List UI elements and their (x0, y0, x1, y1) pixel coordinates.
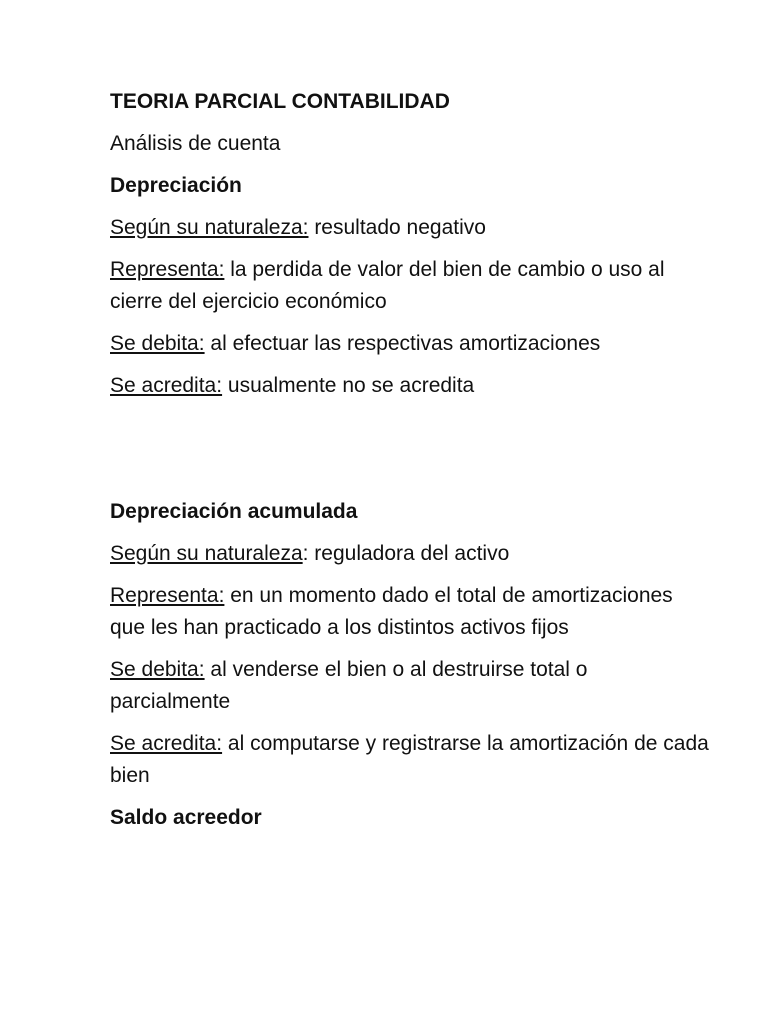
representa-row (110, 580, 710, 644)
representa-value: en un momento dado el total de amortizaciones que les han practicado a los distintos activos fijos (110, 584, 673, 639)
section-heading: Depreciación (110, 174, 242, 197)
saldo-acreedor: Saldo acreedor (110, 806, 262, 829)
representa-value: la perdida de valor del bien de cambio o uso al cierre del ejercicio económico (110, 258, 665, 313)
naturaleza-value: : reguladora del activo (302, 542, 510, 565)
debita-row (110, 654, 710, 718)
section-heading: Depreciación acumulada (110, 500, 358, 523)
naturaleza-row (110, 212, 710, 244)
debita-label: Se debita: (110, 332, 205, 355)
debita-value: al venderse el bien o al destruirse total o parcialmente (110, 658, 588, 713)
section-depreciacion (110, 170, 710, 402)
acredita-row (110, 370, 710, 402)
document-page (110, 86, 710, 834)
naturaleza-row (110, 538, 710, 570)
naturaleza-label: Según su naturaleza: (110, 216, 309, 239)
acredita-row (110, 728, 710, 792)
representa-row (110, 254, 710, 318)
section-depreciacion-acumulada (110, 496, 710, 834)
representa-label: Representa: (110, 258, 225, 281)
debita-value: al efectuar las respectivas amortizaciones (204, 332, 601, 355)
naturaleza-label: Según su naturaleza (110, 542, 303, 565)
acredita-label: Se acredita: (110, 374, 223, 397)
debita-label: Se debita: (110, 658, 205, 681)
acredita-label: Se acredita: (110, 732, 223, 755)
document-subtitle: Análisis de cuenta (110, 132, 281, 155)
representa-label: Representa: (110, 584, 225, 607)
naturaleza-value: resultado negativo (308, 216, 486, 239)
acredita-value: usualmente no se acredita (222, 374, 475, 397)
acredita-value: al computarse y registrarse la amortización de cada bien (110, 732, 709, 787)
document-title: TEORIA PARCIAL CONTABILIDAD (110, 90, 450, 113)
debita-row (110, 328, 710, 360)
